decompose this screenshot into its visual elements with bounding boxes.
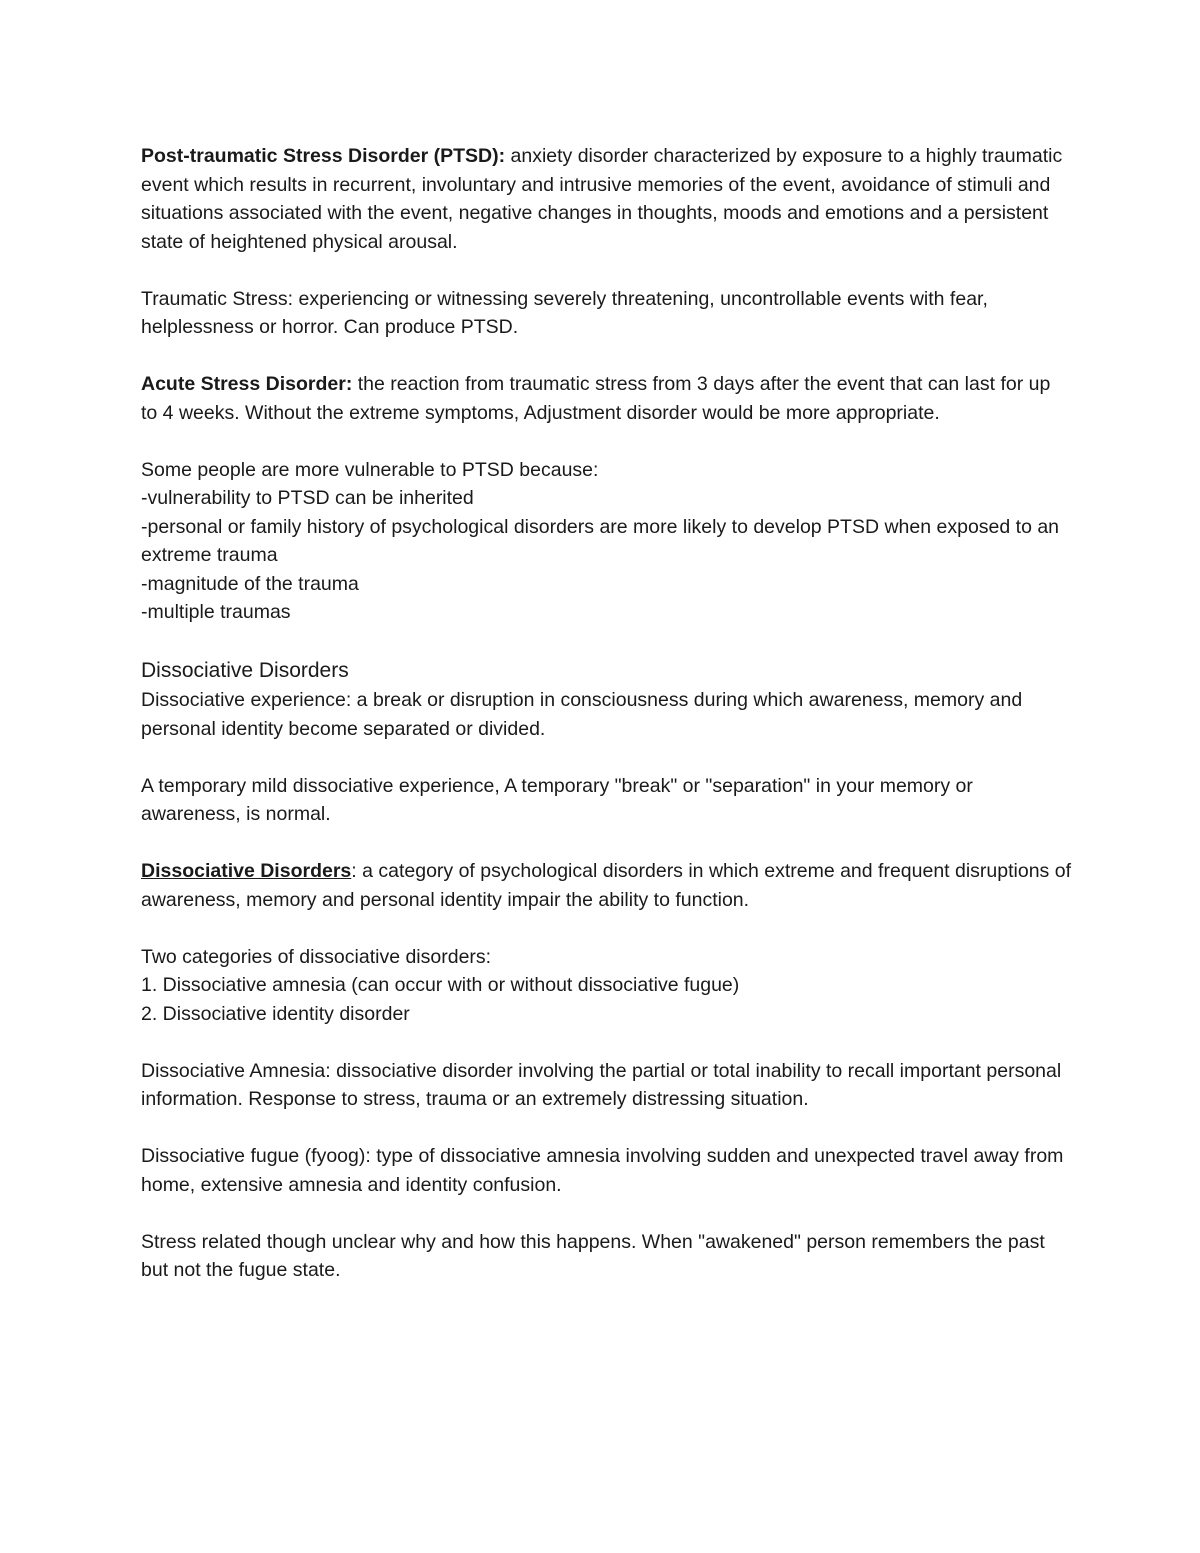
amnesia-paragraph: Dissociative Amnesia: dissociative disorder involving the partial or total inability to recall important personal information. Response to stress, trauma or an extremely distressing situation. [141, 1059, 1062, 1110]
spacer [141, 1028, 1071, 1057]
vulnerability-list [141, 456, 1071, 627]
ptsd-paragraph [141, 142, 1071, 256]
spacer [141, 627, 1071, 656]
spacer [141, 743, 1071, 772]
dissociative-disorders-paragraph [141, 857, 1071, 914]
list-item: -personal or family history of psychological disorders are more likely to develop PTSD when exposed to an extreme trauma [141, 515, 1060, 566]
ptsd-definition: anxiety disorder characterized by exposure to a highly traumatic event which results in recurrent, involuntary and intrusive memories of the event, avoidance of stimuli and situations associated with the event, negative changes in thoughts, moods and emotions and a persistent state of heightened physical arousal. [141, 145, 1063, 253]
spacer [141, 829, 1071, 858]
spacer [141, 1114, 1071, 1143]
acute-stress-definition: the reaction from traumatic stress from 3 days after the event that can last for up to 4 weeks. Without the extreme symptoms, Adjustment disorder would be more appropriate. [141, 373, 1051, 424]
fugue-paragraph: Dissociative fugue (fyoog): type of dissociative amnesia involving sudden and unexpected travel away from home, extensive amnesia and identity confusion. [141, 1145, 1064, 1196]
dissociative-disorders-term: Dissociative Disorders [141, 860, 352, 882]
dissociative-experience-paragraph: Dissociative experience: a break or disruption in consciousness during which awareness, memory and personal identity become separated or divided. [141, 689, 1023, 740]
spacer [141, 256, 1071, 285]
temporary-paragraph: A temporary mild dissociative experience, A temporary "break" or "separation" in your memory or awareness, is normal. [141, 774, 973, 825]
categories-intro: Two categories of dissociative disorders: [141, 945, 492, 968]
acute-stress-term: Acute Stress Disorder: [141, 373, 353, 395]
list-item: -vulnerability to PTSD can be inherited [141, 487, 474, 509]
list-item: 2. Dissociative identity disorder [141, 1002, 410, 1025]
spacer [141, 342, 1071, 371]
list-item: -magnitude of the trauma [141, 572, 359, 595]
section-heading: Dissociative Disorders [141, 659, 349, 682]
categories-list [141, 943, 1071, 1029]
spacer [141, 427, 1071, 456]
list-item: 1. Dissociative amnesia (can occur with or without dissociative fugue) [141, 974, 740, 996]
list-item: -multiple traumas [141, 601, 291, 623]
traumatic-stress-paragraph: Traumatic Stress: experiencing or witnessing severely threatening, uncontrollable events with fear, helplessness or horror. Can produce PTSD. [141, 287, 988, 338]
vulnerability-intro: Some people are more vulnerable to PTSD because: [141, 458, 599, 481]
stress-related-paragraph: Stress related though unclear why and how this happens. When "awakened" person remembers the past but not the fugue state. [141, 1230, 1045, 1281]
dissociative-disorders-definition: : a category of psychological disorders in which extreme and frequent disruptions of awareness, memory and personal identity impair the ability to function. [141, 860, 1071, 911]
document-page [141, 142, 1071, 1285]
ptsd-term: Post-traumatic Stress Disorder (PTSD): [141, 145, 506, 167]
spacer [141, 914, 1071, 943]
acute-stress-paragraph [141, 370, 1071, 427]
spacer [141, 1199, 1071, 1228]
